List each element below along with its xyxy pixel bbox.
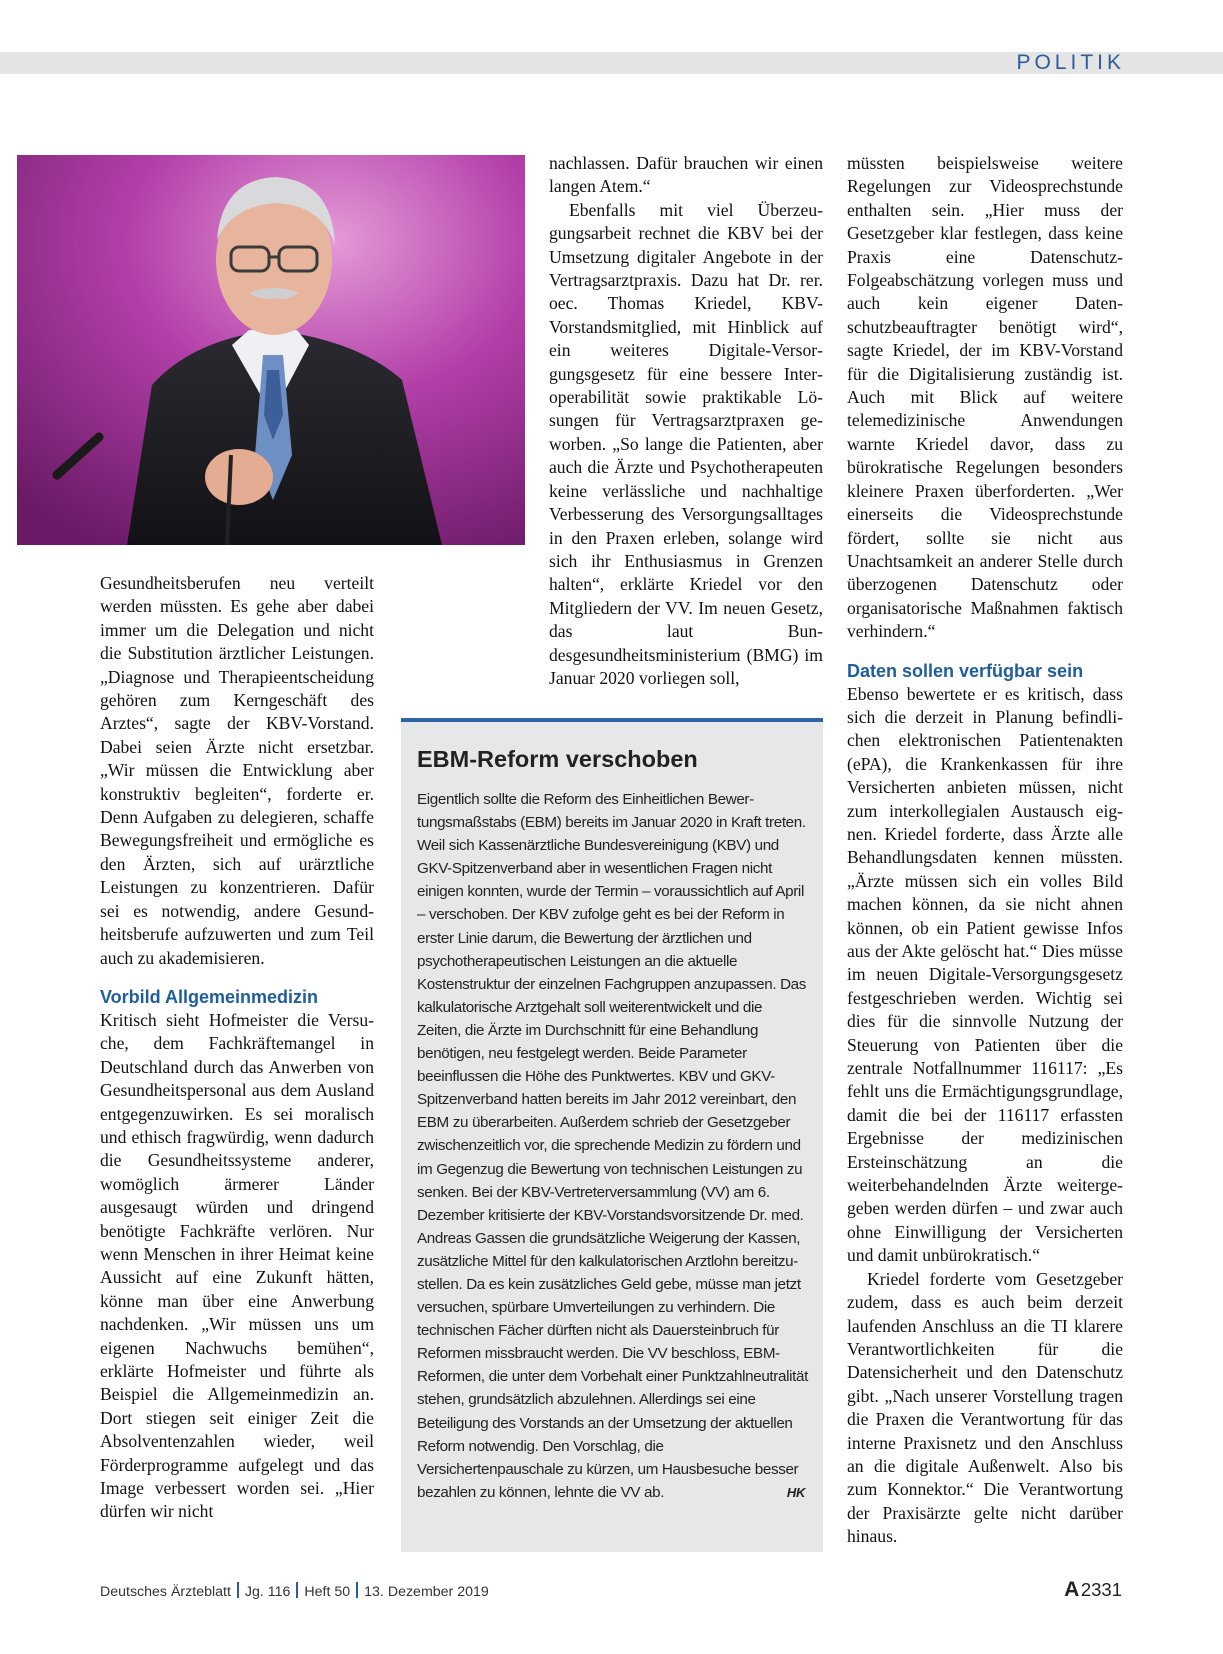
footer	[100, 1582, 489, 1602]
journal-name: Deutsches Ärzteblatt	[100, 1584, 231, 1600]
author-initials: HK	[786, 1484, 805, 1500]
column-3-paragraph: müssten beispielsweise weitere Regelungen zur Videosprechstunde enthalten sein. „Hier muss der Gesetzgeber klar festlegen, dass keine Praxis eine Datenschutz-Folgeabschätzung vorlegen muss und auch kein eigener Datenschutzbeauftragter benötigt wird“, sagte Kriedel, der im KBV-Vorstand für die Digitalisierung zuständig ist. Auch mit Blick auf weitere telemedizinische Anwendungen warnte Kriedel davor, dass zu bürokratische Regelungen besonders kleinere Praxen überforderten. „Wer einerseits die Videosprechstunde fördert, sollte sie nicht aus Unachtsamkeit an anderer Stelle durch überzogenen Datenschutz oder organisatorische Maßnahmen faktisch verhindern.“	[847, 153, 1123, 642]
journal-issue: Heft 50	[304, 1584, 351, 1600]
column-3-paragraph: Kriedel forderte vom Gesetzgeber zudem, dass es auch beim derzeit laufenden Anschluss an die TI klarere Verantwortlichkeiten für die Datensicherheit und den Datenschutz gibt. „Nach unserer Vorstellung tragen die Praxen die Verantwortung für das interne Praxisnetz und den Anschluss an die digitale Außenwelt. Also bis zum Konnektor.“ Die Verantwortung der Praxisärzte gelte nicht darüber hinaus.	[847, 1268, 1123, 1547]
column-2-paragraph: Ebenfalls mit viel Überzeugungsarbeit rechnet die KBV bei der Umsetzung digitaler Angebote in der Vertragsarztpraxis. Dazu hat Dr. rer. oec. Thomas Kriedel, KBV-Vorstandsmitglied, mit Hinblick auf ein weiteres Digitale-Versorgungsgesetz für eine bessere Interoperabilität sowie praktikable Lösungen für Vertragsarztpraxen geworben. „So lange die Patienten, aber auch die Ärzte und Psychotherapeuten keine verlässliche und nachhaltige Verbesserung des Versorgungsalltages in den Praxen erleben, solange wird sich ihr Enthusiasmus in Grenzen halten“, erklärte Kriedel vor den Mitgliedern der VV. Im neuen Gesetz, das laut Bundesgesundheitsministerium (BMG) im Januar 2020 vorliegen soll,	[549, 199, 823, 688]
info-box-body: Eigentlich sollte die Reform des Einheitlichen Bewertungsmaßstabs (EBM) bereits im Januar 2020 in Kraft treten. Weil sich Kassenärztliche Bundesvereinigung (KBV) und GKV-Spitzenverband aber in wesentlichen Fragen nicht einigen konnten, wurde der Termin – voraussichtlich auf April – verschoben. Der KBV zufolge geht es bei der Reform in erster Linie darum, die Bewertung der ärztlichen und psychotherapeutischen Leistungen an die aktuelle Kostenstruktur der einzelnen Fachgruppen anzupassen. Das kalkulatorische Arztgehalt soll weiterentwickelt und die Zeiten, die Ärzte im Durchschnitt für eine Behandlung benötigen, neu festgelegt werden. Beide Parameter beeinflussen die Höhe des Punktwertes. KBV und GKV-Spitzenverband hatten bereits im Jahr 2012 vereinbart, den EBM zu überarbeiten. Außerdem schrieb der Gesetzgeber zwischenzeitlich vor, die sprechende Medizin zu fördern und im Gegenzug die Bewertung von technischen Leistungen zu senken. Bei der KBV-Vertreterversammlung (VV) am 6. Dezember kritisierte der KBV-Vorstandsvorsitzende Dr. med. Andreas Gassen die grundsätzliche Weigerung der Kassen, zusätzliche Mittel für den kalkulatorischen Arztlohn bereitzustellen. Da es kein zusätzliches Geld gebe, müsse man jetzt versuchen, spürbare Umverteilungen zu verhindern. Die technischen Fächer dürften nicht als Dauersteinbruch für Reformen missbraucht werden. Die VV beschloss, EBM-Reformen, die unter dem Vorbehalt einer Punktzahlneutralität stehen, grundsätzlich abzulehnen. Allerdings sei eine Beteiligung des Vorstands an der Umsetzung der aktuellen Reform notwendig. Den Vorschlag, die Versichertenpauschale zu kürzen, um Hausbesuche besser bezahlen zu können, lehnte die VV ab.	[417, 791, 808, 1501]
page-prefix: A	[1064, 1578, 1080, 1601]
column-3	[847, 152, 1123, 1549]
column-2	[549, 152, 823, 690]
footer-divider	[356, 1582, 358, 1598]
section-label: POLITIK	[1016, 51, 1125, 74]
info-box-text	[417, 788, 809, 1504]
article-photo	[17, 155, 525, 545]
footer-divider	[296, 1582, 298, 1598]
page-number	[1064, 1578, 1122, 1602]
page-number-value: 2331	[1080, 1579, 1122, 1600]
column-1-paragraph: Gesundheitsberufen neu verteilt werden müssten. Es gehe aber dabei immer um die Delegation und nicht die Substitution ärztlicher Leistungen. „Diagnose und Therapieentscheidung gehören zum Kerngeschäft des Arztes“, sagte der KBV-Vorstand. Dabei seien Ärzte nicht ersetzbar. „Wir müssen die Entwicklung aber konstruktiv begleiten“, forderte er. Denn Aufgaben zu delegieren, schaffe Bewegungsfreiheit und ermögliche es den Ärzten, sich auf urärztliche Leistungen zu konzentrieren. Dafür sei es notwendig, andere Gesundheitsberufe aufzuwerten und zum Teil auch zu akademisieren.	[100, 573, 374, 968]
column-1-paragraph: Kritisch sieht Hofmeister die Versuche, dem Fachkräftemangel in Deutschland durch das Anwerben von Gesundheitspersonal aus dem Ausland entgegenzuwirken. Es sei moralisch und ethisch fragwürdig, wenn dadurch die Gesundheitssysteme anderer, womöglich ärmerer Länder ausgesaugt würden und dringend benötigte Fachkräfte verlören. Nur wenn Menschen in ihrer Heimat keine Aussicht auf eine Zukunft hätten, könne man über eine Anwerbung nachdenken. „Wir müssen uns um eigenen Nachwuchs bemühen“, erklärte Hofmeister und führte als Beispiel die Allgemeinmedizin an. Dort stiegen seit einiger Zeit die Absolventenzahlen wieder, weil Förderprogramme aufgelegt und das Image verbessert worden sei. „Hier dürfen wir nicht	[100, 1009, 374, 1522]
subheading-vorbild-allgemeinmedizin: Vorbild Allgemeinmedizin	[100, 986, 319, 1007]
column-3-paragraph: Ebenso bewertete er es kritisch, dass sich die derzeit in Planung befindlichen elektronischen Patientenakten (ePA), die Krankenkassen für ihre Versicherten anbieten müssen, nicht zum interkollegialen Austausch eignen. Kriedel forderte, dass Ärzte alle Behandlungsdaten kennen müssten. „Ärzte müssen sich ein volles Bild machen können, da sie nicht ahnen können, ob ein Patient gewisse Infos aus der Akte gelöscht hat.“ Dies müsse im neuen Digitale-Versorgungsgesetz festgeschrieben werden. Wichtig sei dies für die sinnvolle Nutzung der Steuerung von Patienten über die zentrale Notfallnummer 116117: „Es fehlt uns die Ermächtigungsgrundlage, damit die bei der 116117 erfassten Ergebnisse der medizinischen Ersteinschätzung an die weiterbehandelnden Ärzte weitergegeben werden dürfen – und zwar auch ohne Einwilligung der Versicherten und damit unbürokratisch.“	[847, 683, 1123, 1266]
issue-date: 13. Dezember 2019	[364, 1584, 489, 1600]
info-box-title: EBM-Reform verschoben	[417, 746, 698, 772]
footer-divider	[237, 1582, 239, 1598]
info-box	[401, 718, 823, 1552]
column-2-paragraph: nachlassen. Dafür brauchen wir einen langen Atem.“	[549, 153, 823, 197]
journal-volume: Jg. 116	[244, 1584, 291, 1600]
column-1	[100, 572, 374, 1524]
subheading-daten-verfuegbar: Daten sollen verfügbar sein	[847, 660, 1084, 681]
